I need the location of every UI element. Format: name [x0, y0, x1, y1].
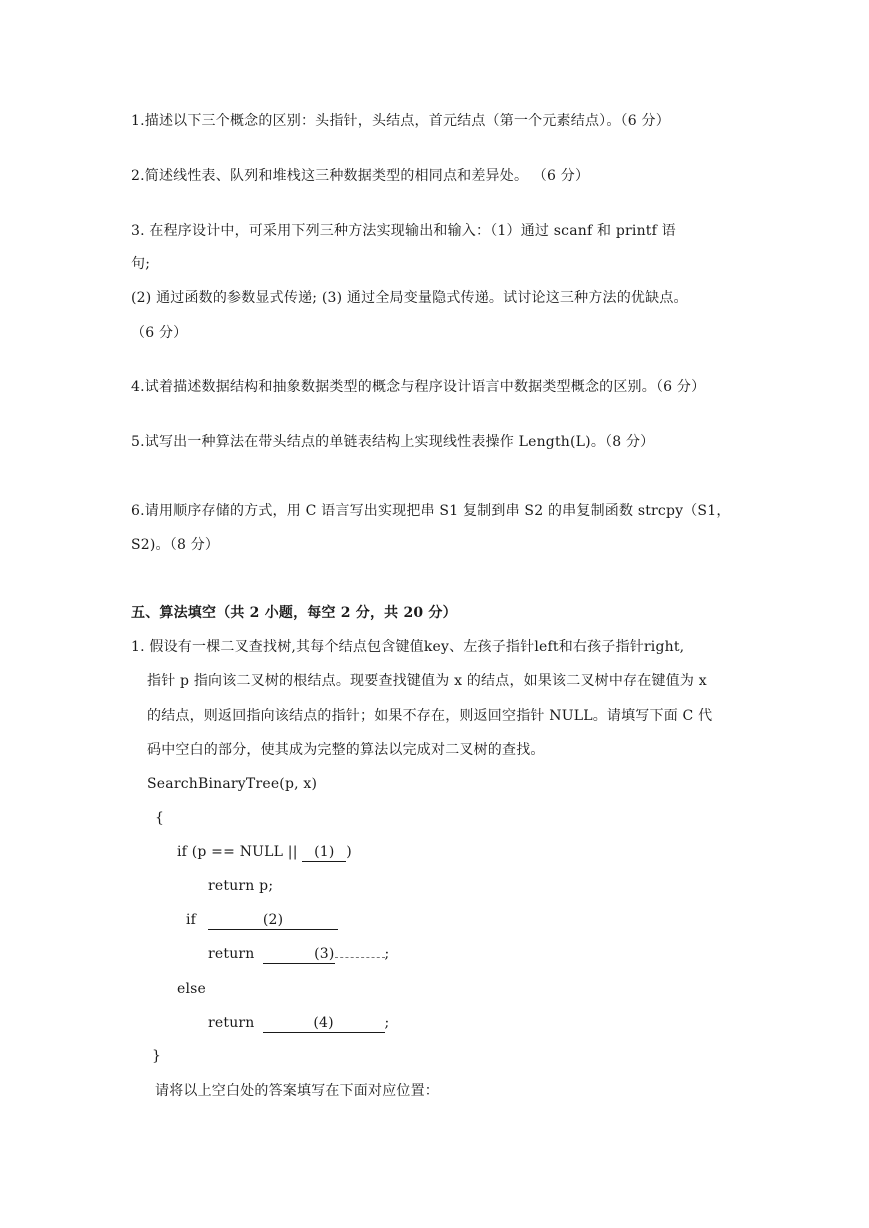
section-5-heading: 五、算法填空（共 2 小题，每空 2 分，共 20 分）: [131, 605, 457, 621]
code-close-brace: }: [152, 1048, 162, 1064]
code-if-1-suffix: ): [346, 844, 352, 860]
blank-3: (3): [263, 945, 335, 964]
problem-1-line-1: 1. 假设有一棵二叉查找树,其每个结点包含键值key、左孩子指针left和右孩子指针right,: [131, 639, 685, 655]
code-if-2: [186, 910, 338, 930]
code-signature: SearchBinaryTree(p, x): [147, 776, 318, 792]
code-semicolon-3: ;: [384, 946, 390, 962]
question-1: 1.描述以下三个概念的区别：头指针，头结点，首元结点（第一个元素结点）。（6 分）: [131, 113, 670, 129]
code-return-p: return p;: [208, 878, 274, 894]
problem-1-line-4: 码中空白的部分，使其成为完整的算法以完成对二叉树的查找。: [147, 742, 545, 758]
code-return-4-prefix: return: [208, 1015, 255, 1031]
question-3-line-1: 3. 在程序设计中，可采用下列三种方法实现输出和输入：（1）通过 scanf 和 printf 语: [131, 223, 676, 239]
code-return-3: [208, 944, 389, 964]
code-if-2-prefix: if: [186, 912, 197, 928]
problem-1-line-3: 的结点，则返回指向该结点的指针；如果不存在，则返回空指针 NULL。请填写下面 C 代: [147, 708, 713, 724]
code-if-1-prefix: if (p == NULL ||: [177, 844, 303, 860]
blank-2: (2): [208, 911, 338, 930]
question-5: 5.试写出一种算法在带头结点的单链表结构上实现线性表操作 Length(L)。（8 分）: [131, 434, 655, 450]
code-else: else: [177, 981, 207, 997]
question-6-line-1: 6.请用顺序存储的方式，用 C 语言写出实现把串 S1 复制到串 S2 的串复制函数 strcpy（S1，: [131, 503, 731, 519]
question-3-line-4: （6 分）: [131, 325, 188, 341]
code-open-brace: {: [155, 810, 165, 826]
problem-1-line-2: 指针 p 指向该二叉树的根结点。现要查找键值为 x 的结点，如果该二叉树中存在键值为 x: [147, 673, 707, 689]
code-semicolon-4: ;: [384, 1015, 390, 1031]
code-return-3-prefix: return: [208, 946, 255, 962]
code-return-4: [208, 1013, 389, 1033]
code-if-1: [177, 842, 352, 862]
question-2: 2.简述线性表、队列和堆栈这三种数据类型的相同点和差异处。 （6 分）: [131, 168, 590, 184]
blank-3-tail: [335, 957, 385, 958]
question-4: 4.试着描述数据结构和抽象数据类型的概念与程序设计语言中数据类型概念的区别。（6 分）: [131, 379, 706, 395]
question-3-line-2: 句;: [131, 256, 151, 272]
question-3-line-3: (2) 通过函数的参数显式传递; (3) 通过全局变量隐式传递。试讨论这三种方法的优缺点。: [131, 290, 688, 306]
blank-1: (1): [302, 843, 346, 862]
answer-instruction: 请将以上空白处的答案填写在下面对应位置：: [155, 1083, 439, 1099]
question-6-line-2: S2)。（8 分）: [131, 537, 220, 553]
blank-4: (4): [263, 1014, 385, 1033]
